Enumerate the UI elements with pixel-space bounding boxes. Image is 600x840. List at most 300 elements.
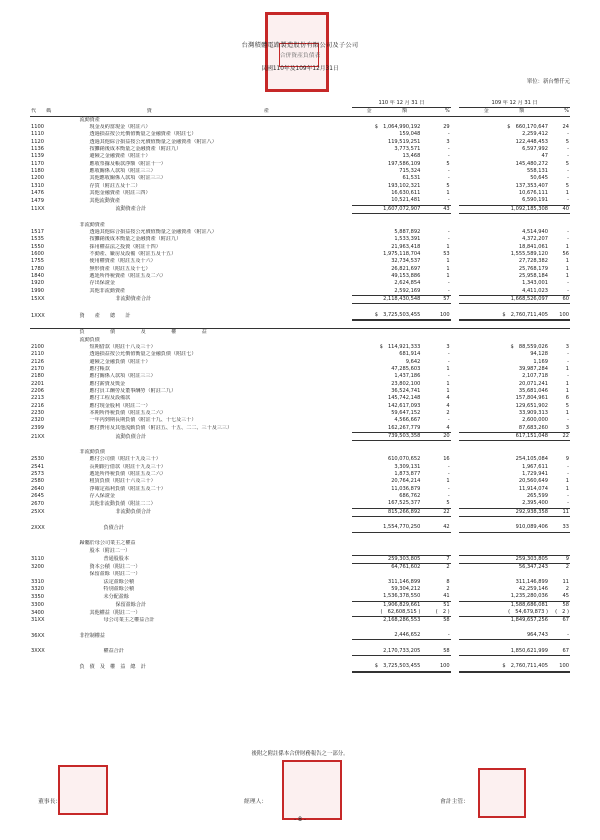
percent-109: - bbox=[567, 373, 569, 380]
account-name: 淨確定福利負債（附註五及二十） bbox=[89, 485, 166, 492]
amount-110: 61,531 bbox=[402, 175, 421, 182]
table-row bbox=[30, 222, 570, 229]
amount-109: 145,480,272 bbox=[515, 160, 549, 167]
account-name: 歸屬於母公司業主之權益 bbox=[79, 539, 136, 546]
account-name: 股本（附註二一） bbox=[89, 547, 131, 554]
account-code bbox=[30, 656, 63, 664]
percent-109: - bbox=[567, 492, 569, 499]
percent-109: - bbox=[567, 236, 569, 243]
amount-109 bbox=[459, 449, 549, 456]
column-gap bbox=[451, 586, 459, 593]
amount-110 bbox=[352, 320, 421, 329]
account-name: 存入保證金 bbox=[89, 492, 115, 499]
percent-110: 5 bbox=[446, 160, 450, 167]
percent-109: ( 2 ) bbox=[549, 609, 570, 617]
account-code: 2100 bbox=[31, 344, 44, 350]
account-code bbox=[30, 337, 63, 344]
percent-110: 42 bbox=[421, 524, 450, 532]
table-row bbox=[30, 320, 570, 329]
amount-110: 10,521,481 bbox=[352, 197, 421, 205]
column-gap bbox=[451, 609, 459, 617]
percent-110: 5 bbox=[421, 500, 450, 508]
percent-110: 1 bbox=[446, 380, 450, 387]
percent-109 bbox=[549, 441, 570, 449]
amount-110: 36,524,741 bbox=[391, 388, 421, 395]
percent-110 bbox=[421, 304, 450, 312]
table-row bbox=[30, 244, 570, 251]
percent-109: 67 bbox=[549, 648, 570, 656]
account-code bbox=[30, 625, 63, 632]
account-name: 負 債 及 權 益 總 計 bbox=[79, 664, 146, 671]
account-code: 1600 bbox=[31, 250, 44, 257]
column-gap bbox=[451, 131, 459, 138]
column-gap bbox=[451, 236, 459, 243]
table-row bbox=[30, 555, 570, 563]
column-gap bbox=[451, 471, 459, 478]
amount-109: 94,128 bbox=[530, 351, 549, 358]
column-gap bbox=[451, 295, 459, 303]
amount-110: 1,873,877 bbox=[394, 470, 421, 477]
amount-109: 2,107,718 bbox=[522, 373, 549, 380]
column-gap bbox=[451, 229, 459, 236]
amount-110: 167,525,377 bbox=[352, 500, 421, 508]
percent-109: 2 bbox=[549, 563, 570, 571]
amount-110: 681,914 bbox=[399, 351, 421, 358]
table-row bbox=[30, 532, 570, 540]
amount-110: 1,906,829,661 bbox=[383, 601, 421, 608]
account-name: 應付費用及其他流動負債（附註五、十五、二二、三十及三三） bbox=[89, 425, 233, 432]
percent-110 bbox=[421, 625, 450, 632]
account-code: 2670 bbox=[31, 500, 44, 507]
amount-109: 56,347,243 bbox=[459, 563, 549, 571]
table-row bbox=[30, 586, 570, 593]
table-row bbox=[30, 161, 570, 168]
table-row bbox=[30, 116, 570, 124]
percent-109: 58 bbox=[562, 601, 569, 608]
column-gap bbox=[451, 441, 459, 449]
account-code: 3200 bbox=[31, 563, 44, 570]
account-name: 非流動負債合計 bbox=[115, 509, 152, 516]
amount-110: 59,304,212 bbox=[391, 586, 421, 592]
percent-109: 1 bbox=[565, 380, 569, 387]
column-gap bbox=[451, 478, 459, 485]
percent-109: - bbox=[549, 500, 570, 508]
percent-109 bbox=[549, 222, 570, 229]
column-gap bbox=[451, 433, 459, 441]
account-code: 21XX bbox=[31, 433, 45, 440]
account-code: 1920 bbox=[31, 280, 44, 287]
column-gap bbox=[451, 329, 459, 337]
account-code bbox=[30, 116, 63, 124]
amount-109: 292,938,358 bbox=[459, 508, 549, 516]
column-gap bbox=[451, 632, 459, 640]
percent-109: 11 bbox=[549, 508, 570, 516]
column-gap bbox=[451, 266, 459, 273]
percent-109 bbox=[549, 337, 570, 344]
percent-110: 100 bbox=[421, 312, 450, 320]
table-row bbox=[30, 295, 570, 303]
amount-109: 1,849,657,256 bbox=[510, 617, 549, 624]
account-code: 1170 bbox=[31, 160, 44, 167]
column-gap bbox=[451, 425, 459, 433]
account-name: 租賃負債（附註十六及三十） bbox=[89, 478, 156, 485]
account-name: 採用權益法之投資（附註十四） bbox=[89, 243, 161, 250]
amount-110: 1,437,186 bbox=[394, 373, 421, 380]
account-code bbox=[30, 540, 63, 547]
account-code: 2213 bbox=[31, 395, 44, 402]
account-code: 2530 bbox=[31, 456, 44, 463]
table-row bbox=[30, 251, 570, 258]
amount-109 bbox=[459, 640, 549, 648]
column-gap bbox=[451, 139, 459, 146]
percent-110: 1 bbox=[446, 272, 450, 279]
account-name: 法定盈餘公積 bbox=[103, 578, 135, 585]
amount-109: 87,683,260 bbox=[459, 425, 549, 433]
table-row bbox=[30, 656, 570, 664]
column-gap bbox=[451, 175, 459, 182]
amount-109: 50,645 bbox=[530, 175, 549, 182]
amount-109: 910,089,406 bbox=[459, 524, 549, 532]
table-row bbox=[30, 168, 570, 175]
account-code bbox=[30, 640, 63, 648]
table-row bbox=[30, 197, 570, 205]
percent-109: 1 bbox=[565, 410, 569, 417]
amount-109: 6,590,191 bbox=[459, 197, 549, 205]
amount-110: 20,764,214 bbox=[391, 478, 421, 485]
percent-109: - bbox=[567, 131, 569, 138]
table-row bbox=[30, 388, 570, 395]
account-code: 1110 bbox=[31, 131, 44, 138]
percent-109: 9 bbox=[549, 555, 570, 563]
percent-109: - bbox=[567, 470, 569, 477]
column-gap bbox=[451, 555, 459, 563]
account-name: 特別盈餘公積 bbox=[103, 586, 135, 592]
amount-109 bbox=[459, 540, 549, 547]
amount-110: 1,975,118,704 bbox=[383, 250, 421, 257]
chairman-seal bbox=[58, 765, 108, 815]
percent-110 bbox=[421, 656, 450, 664]
amount-110: 2,592,169 bbox=[352, 288, 421, 296]
percent-110: 1 bbox=[446, 190, 450, 197]
amount-109: 20,560,649 bbox=[518, 478, 549, 485]
amount-110 bbox=[352, 532, 421, 540]
account-code: 1990 bbox=[31, 288, 44, 295]
percent-109: - bbox=[567, 463, 569, 470]
table-row bbox=[30, 273, 570, 280]
account-code: 1517 bbox=[31, 228, 44, 235]
amount-110 bbox=[352, 222, 421, 229]
table-row bbox=[30, 175, 570, 182]
amount-110: 686,762 bbox=[399, 492, 421, 499]
table-row bbox=[30, 579, 570, 586]
report-date: 民國110年及109年12月31日 bbox=[261, 66, 339, 72]
account-code: 1120 bbox=[31, 138, 44, 145]
amount-110 bbox=[352, 547, 421, 555]
table-row bbox=[30, 464, 570, 471]
table-row bbox=[30, 471, 570, 478]
table-row bbox=[30, 205, 570, 213]
account-name: 按攤銷後成本衡量之金融資產（附註九） bbox=[89, 146, 182, 153]
amount-109 bbox=[459, 329, 549, 337]
amount-110: $ 3,725,503,455 bbox=[352, 312, 421, 320]
percent-110: 1 bbox=[446, 243, 450, 250]
table-row bbox=[30, 351, 570, 358]
table-row bbox=[30, 524, 570, 532]
table-row bbox=[30, 516, 570, 524]
column-gap bbox=[451, 493, 459, 500]
percent-110: 1 bbox=[446, 388, 450, 395]
account-code: 2216 bbox=[31, 402, 44, 409]
account-code: 1139 bbox=[31, 153, 44, 160]
amount-110 bbox=[352, 540, 421, 547]
amount-109: 1,850,621,999 bbox=[459, 648, 549, 656]
table-row bbox=[30, 540, 570, 547]
account-code bbox=[30, 663, 63, 671]
account-name: 應付現金股利（附註二一） bbox=[89, 402, 151, 409]
accountant-seal bbox=[478, 768, 526, 818]
account-name: 非控制權益 bbox=[79, 632, 105, 639]
percent-110: 4 bbox=[446, 395, 450, 402]
table-row bbox=[30, 417, 570, 424]
table-row bbox=[30, 329, 570, 337]
account-name: 資本公積（附註二一） bbox=[89, 563, 141, 570]
percent-109: 60 bbox=[549, 295, 570, 303]
amount-109: 265,599 bbox=[526, 492, 549, 499]
column-gap bbox=[451, 508, 459, 516]
column-gap bbox=[451, 373, 459, 380]
account-name: 非流動負債 bbox=[79, 448, 105, 455]
amount-109: 35,681,046 bbox=[518, 388, 549, 395]
percent-109: - bbox=[567, 146, 569, 153]
percent-109 bbox=[549, 329, 570, 337]
chairman-label: 董事長： bbox=[38, 799, 62, 805]
percent-109: - bbox=[567, 417, 569, 424]
column-gap bbox=[451, 500, 459, 508]
table-row bbox=[30, 571, 570, 578]
percent-110: 3 bbox=[446, 138, 450, 145]
account-code: 3400 bbox=[31, 609, 44, 616]
column-gap bbox=[451, 625, 459, 632]
amount-109: 1,169 bbox=[533, 358, 549, 365]
percent-110: 2 bbox=[446, 586, 450, 592]
column-gap bbox=[451, 366, 459, 373]
column-gap bbox=[451, 320, 459, 329]
account-code: 2180 bbox=[31, 373, 44, 380]
account-code: 1200 bbox=[31, 175, 44, 182]
table-row bbox=[30, 617, 570, 625]
account-name bbox=[63, 304, 352, 312]
amount-110: 2,118,430,548 bbox=[352, 295, 421, 303]
table-row bbox=[30, 344, 570, 351]
percent-109: 11 bbox=[562, 578, 569, 585]
amount-110: 739,503,358 bbox=[352, 433, 421, 441]
amount-110: 5,887,892 bbox=[394, 228, 421, 235]
footer-note: 後附之附註係本合併財務報告之一部分。 bbox=[251, 751, 349, 757]
column-header-row bbox=[30, 108, 570, 116]
percent-109: 22 bbox=[549, 433, 570, 441]
account-name: 其他非流動資產 bbox=[89, 288, 126, 295]
amount-110: 2,624,854 bbox=[394, 280, 421, 287]
column-gap bbox=[451, 351, 459, 358]
amount-110 bbox=[352, 441, 421, 449]
column-gap bbox=[451, 190, 459, 197]
amount-109 bbox=[459, 222, 549, 229]
percent-110: 29 bbox=[443, 124, 450, 131]
percent-110: - bbox=[447, 146, 450, 153]
column-gap bbox=[451, 593, 459, 601]
amount-110: 59,647,152 bbox=[391, 410, 421, 417]
column-gap bbox=[451, 337, 459, 344]
amount-110: $ 1,064,990,192 bbox=[374, 124, 421, 131]
table-row bbox=[30, 236, 570, 243]
amount-109: 259,303,805 bbox=[459, 555, 549, 563]
account-code bbox=[30, 304, 63, 312]
account-name: 無形資產（附註五及十七） bbox=[89, 265, 151, 272]
column-gap bbox=[451, 663, 459, 671]
account-name: 未分配盈餘 bbox=[103, 593, 129, 600]
amount-110: 21,963,418 bbox=[391, 243, 421, 250]
percent-109: 2 bbox=[565, 586, 569, 592]
column-gap bbox=[451, 640, 459, 648]
amount-109: 2,600,000 bbox=[522, 417, 549, 424]
account-name bbox=[63, 441, 352, 449]
column-gap bbox=[451, 656, 459, 664]
account-name: 應收票據及帳款淨額（附註十一） bbox=[89, 160, 166, 167]
account-name: 透過其他綜合損益按公允價值衡量之金融資產（附註八） bbox=[89, 228, 217, 235]
account-name: 其他權益（附註二一） bbox=[89, 609, 141, 616]
amount-110 bbox=[352, 449, 421, 456]
percent-110: 1 bbox=[446, 258, 450, 265]
amount-110: 311,146,899 bbox=[387, 578, 421, 585]
report-subtitle: 合併資產負債表 bbox=[279, 53, 321, 59]
year1-header: 110 年 12 月 31 日 bbox=[352, 100, 450, 108]
percent-109: - bbox=[567, 351, 569, 358]
table-row bbox=[30, 441, 570, 449]
amount-110 bbox=[352, 116, 421, 124]
amount-110 bbox=[352, 571, 421, 578]
account-name: 長期銀行借款（附註十九及三十） bbox=[89, 463, 166, 470]
table-row bbox=[30, 449, 570, 456]
account-code bbox=[30, 320, 63, 329]
page-number: - 8 - bbox=[294, 816, 306, 823]
table-row bbox=[30, 625, 570, 632]
table-row bbox=[30, 266, 570, 273]
account-name: 應付員工酬勞及董事酬勞（附註二九） bbox=[89, 388, 177, 395]
manager-label: 經理人： bbox=[244, 799, 268, 805]
account-name bbox=[63, 214, 352, 222]
percent-109: - bbox=[567, 228, 569, 235]
account-name: 母公司業主之權益合計 bbox=[103, 617, 155, 624]
percent-109: 5 bbox=[565, 182, 569, 189]
percent-110: - bbox=[447, 228, 450, 235]
table-row bbox=[30, 410, 570, 417]
amount-109: 1,967,611 bbox=[522, 463, 549, 470]
amount-110: 3,309,131 bbox=[394, 463, 421, 470]
table-row bbox=[30, 493, 570, 500]
percent-109: 100 bbox=[549, 663, 570, 671]
account-code bbox=[30, 516, 63, 524]
table-row bbox=[30, 312, 570, 320]
account-name: 透過損益按公允價值衡量之金融資產（附註七） bbox=[89, 131, 197, 138]
percent-110: - bbox=[447, 168, 450, 175]
percent-110 bbox=[421, 547, 450, 555]
percent-109: 67 bbox=[562, 617, 569, 624]
table-row bbox=[30, 395, 570, 402]
percent-110 bbox=[421, 214, 450, 222]
amount-109 bbox=[459, 116, 549, 124]
percent-109: 6 bbox=[565, 395, 569, 402]
column-gap bbox=[451, 579, 459, 586]
account-code: 2230 bbox=[31, 410, 44, 417]
table-row bbox=[30, 663, 570, 671]
amount-109: 27,728,382 bbox=[518, 258, 549, 265]
amount-110: 2,170,733,205 bbox=[352, 648, 421, 656]
percent-109: 5 bbox=[565, 402, 569, 409]
percent-109 bbox=[549, 532, 570, 540]
amount-109: 1,588,686,081 bbox=[510, 601, 549, 608]
percent-110: - bbox=[447, 351, 450, 358]
account-name: 透過損益按公允價值衡量之金融負債（附註七） bbox=[89, 351, 197, 358]
percent-110: 53 bbox=[443, 250, 450, 257]
account-code: 31XX bbox=[31, 617, 45, 624]
amount-110: 23,802,100 bbox=[391, 380, 421, 387]
amount-109: 4,514,940 bbox=[522, 228, 549, 235]
column-gap bbox=[451, 449, 459, 456]
percent-110: 58 bbox=[443, 617, 450, 624]
account-name: 保留盈餘合計 bbox=[115, 601, 147, 608]
amount-109: 10,676,111 bbox=[518, 190, 549, 197]
account-code: 2399 bbox=[31, 425, 44, 432]
percent-110: 8 bbox=[446, 578, 450, 585]
column-gap bbox=[451, 464, 459, 471]
amount-109: $ 2,760,711,405 bbox=[459, 663, 549, 671]
amount-109: 129,651,902 bbox=[515, 402, 549, 409]
column-gap bbox=[451, 273, 459, 280]
amount-109: 39,987,284 bbox=[518, 366, 549, 373]
account-name bbox=[63, 516, 352, 524]
percent-110: 4 bbox=[446, 402, 450, 409]
balance-sheet-table bbox=[30, 100, 570, 673]
account-code bbox=[30, 449, 63, 456]
percent-109: 9 bbox=[565, 456, 569, 463]
column-gap bbox=[451, 410, 459, 417]
amount-109: 18,841,061 bbox=[518, 243, 549, 250]
table-row bbox=[30, 258, 570, 265]
account-name: 存貨（附註五及十二） bbox=[89, 182, 141, 189]
percent-110: 3 bbox=[446, 344, 450, 350]
account-name bbox=[63, 625, 352, 632]
account-name: 保留盈餘（附註二一） bbox=[89, 571, 141, 578]
account-code: 2573 bbox=[31, 470, 44, 477]
amount-109: 2,395,400 bbox=[459, 500, 549, 508]
table-row bbox=[30, 478, 570, 485]
amount-109 bbox=[459, 571, 549, 578]
account-code: 2201 bbox=[31, 380, 44, 387]
amount-110 bbox=[352, 304, 421, 312]
table-row bbox=[30, 153, 570, 160]
account-code: 1136 bbox=[31, 146, 44, 153]
percent-110: 22 bbox=[421, 508, 450, 516]
amount-109: 25,958,184 bbox=[518, 272, 549, 279]
amount-109: 4,372,207 bbox=[522, 236, 549, 243]
percent-109: - bbox=[549, 197, 570, 205]
percent-109 bbox=[549, 571, 570, 578]
amount-110: 715,324 bbox=[399, 168, 421, 175]
percent-109: 24 bbox=[562, 124, 569, 131]
table-row bbox=[30, 640, 570, 648]
percent-110: - bbox=[447, 175, 450, 182]
table-row bbox=[30, 183, 570, 190]
